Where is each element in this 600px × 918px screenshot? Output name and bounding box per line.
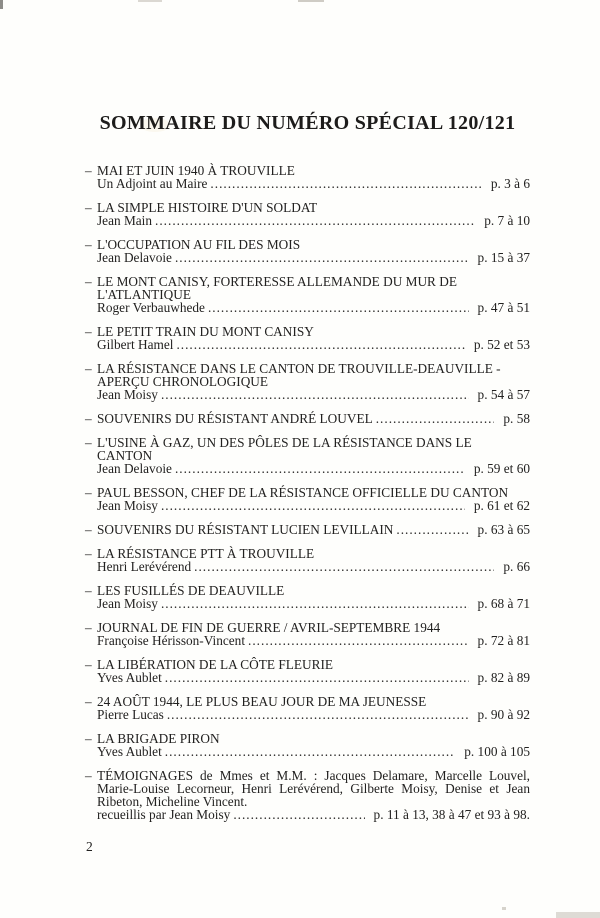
page-ref: p. 11 à 13, 38 à 47 et 93 à 98. bbox=[373, 807, 530, 822]
toc-entry-title: PAUL BESSON, CHEF DE LA RÉSISTANCE OFFICIELLE DU CANTON bbox=[97, 485, 509, 500]
toc-entry-author: Roger Verbauwhede bbox=[97, 300, 205, 315]
dash-bullet: – bbox=[85, 485, 92, 500]
toc-entry-author: Henri Lerévérend bbox=[97, 559, 192, 574]
toc-entry-author: Jean Delavoie bbox=[97, 250, 172, 265]
toc-entry-title: LA RÉSISTANCE PTT À TROUVILLE bbox=[97, 546, 315, 561]
toc-entry bbox=[85, 164, 530, 190]
toc-entry-author: recueillis par Jean Moisy bbox=[97, 807, 231, 822]
toc-entry bbox=[85, 695, 530, 721]
toc-entry-author: Un Adjoint au Maire bbox=[97, 176, 208, 191]
toc-entry bbox=[85, 584, 530, 610]
page-ref: p. 15 à 37 bbox=[477, 250, 530, 265]
toc-entry-title: LA BRIGADE PIRON bbox=[97, 731, 220, 746]
toc-entry-author-row bbox=[97, 214, 530, 227]
page-ref: p. 47 à 51 bbox=[477, 300, 530, 315]
page-ref: p. 54 à 57 bbox=[477, 387, 530, 402]
toc-entry-title: LA RÉSISTANCE DANS LE CANTON DE TROUVILLE-DEAUVILLE - APERÇU CHRONOLOGIQUE bbox=[97, 361, 501, 389]
dot-leader bbox=[248, 634, 469, 647]
scan-artifact bbox=[298, 0, 324, 2]
toc-entry-title-row bbox=[85, 435, 530, 463]
toc-entry-title-row bbox=[85, 768, 530, 809]
page-ref: p. 100 à 105 bbox=[464, 744, 530, 759]
toc-entry-author-row bbox=[97, 251, 530, 264]
toc-entry-title-row bbox=[85, 411, 530, 426]
toc-entry bbox=[85, 486, 530, 512]
scan-artifact bbox=[502, 907, 506, 910]
toc-entry bbox=[85, 547, 530, 573]
toc-entry-author-row bbox=[97, 499, 530, 512]
toc-entry-author-row bbox=[97, 301, 530, 314]
toc-entry bbox=[85, 769, 530, 821]
page-ref: p. 7 à 10 bbox=[484, 213, 530, 228]
toc-entry-title: SOUVENIRS DU RÉSISTANT ANDRÉ LOUVEL bbox=[97, 411, 373, 426]
dot-leader bbox=[165, 745, 455, 758]
toc-entry-title: 24 AOÛT 1944, LE PLUS BEAU JOUR DE MA JEUNESSE bbox=[97, 694, 427, 709]
dash-bullet: – bbox=[85, 768, 92, 783]
toc-list bbox=[85, 164, 530, 821]
dash-bullet: – bbox=[85, 620, 92, 635]
toc-entry-author: Françoise Hérisson-Vincent bbox=[97, 633, 246, 648]
toc-entry-author-row bbox=[97, 388, 530, 401]
toc-entry-title: LE MONT CANISY, FORTERESSE ALLEMANDE DU MUR DE L'ATLANTIQUE bbox=[97, 274, 457, 302]
toc-entry-title-row bbox=[85, 583, 530, 598]
toc-entry-author: Jean Moisy bbox=[97, 498, 158, 513]
dot-leader bbox=[155, 214, 475, 227]
page-ref: p. 59 et 60 bbox=[473, 461, 530, 476]
scan-artifact bbox=[138, 0, 162, 2]
scan-artifact bbox=[0, 0, 3, 9]
toc-entry-author-row bbox=[97, 808, 530, 821]
toc-entry-title: MAI ET JUIN 1940 À TROUVILLE bbox=[97, 163, 295, 178]
toc-entry-author: Yves Aublet bbox=[97, 744, 162, 759]
dot-leader bbox=[176, 338, 464, 351]
dash-bullet: – bbox=[85, 583, 92, 598]
dash-bullet: – bbox=[85, 435, 92, 450]
dash-bullet: – bbox=[85, 200, 92, 215]
toc-entry bbox=[85, 412, 530, 425]
dash-bullet: – bbox=[85, 546, 92, 561]
page-title: SOMMAIRE DU NUMÉRO SPÉCIAL 120/121 bbox=[99, 112, 516, 134]
toc-entry bbox=[85, 732, 530, 758]
toc-entry bbox=[85, 275, 530, 314]
toc-entry-author-row bbox=[97, 708, 530, 721]
dot-leader bbox=[167, 708, 469, 721]
toc-entry-title-row bbox=[85, 485, 530, 500]
toc-entry bbox=[85, 436, 530, 475]
page-ref: p. 82 à 89 bbox=[477, 670, 530, 685]
dot-leader bbox=[161, 388, 469, 401]
dot-leader bbox=[175, 462, 465, 475]
page-ref: p. 58 bbox=[503, 411, 530, 426]
dash-bullet: – bbox=[85, 522, 92, 537]
toc-entry-author-row bbox=[97, 671, 530, 684]
page-ref: p. 90 à 92 bbox=[477, 707, 530, 722]
toc-entry-title: SOUVENIRS DU RÉSISTANT LUCIEN LEVILLAIN bbox=[97, 522, 394, 537]
page-ref: p. 52 et 53 bbox=[473, 337, 530, 352]
dash-bullet: – bbox=[85, 361, 92, 376]
toc-entry-author-row bbox=[97, 745, 530, 758]
toc-entry-author-row bbox=[97, 597, 530, 610]
toc-entry-author: Jean Delavoie bbox=[97, 461, 172, 476]
toc-entry-title: L'OCCUPATION AU FIL DES MOIS bbox=[97, 237, 301, 252]
toc-entry-title: LE PETIT TRAIN DU MONT CANISY bbox=[97, 324, 314, 339]
dash-bullet: – bbox=[85, 731, 92, 746]
dash-bullet: – bbox=[85, 274, 92, 289]
toc-entry-author: Pierre Lucas bbox=[97, 707, 164, 722]
toc-content bbox=[85, 112, 530, 832]
page-ref: p. 3 à 6 bbox=[490, 176, 530, 191]
toc-entry-author: Jean Main bbox=[97, 213, 153, 228]
dot-leader bbox=[396, 523, 468, 536]
toc-entry-title: LA LIBÉRATION DE LA CÔTE FLEURIE bbox=[97, 657, 333, 672]
page-ref: p. 68 à 71 bbox=[477, 596, 530, 611]
page-ref: p. 72 à 81 bbox=[477, 633, 530, 648]
dot-leader bbox=[165, 671, 469, 684]
dash-bullet: – bbox=[85, 163, 92, 178]
toc-entry bbox=[85, 325, 530, 351]
toc-entry-title: TÉMOIGNAGES de Mmes et M.M. : Jacques Delamare, Marcelle Louvel, Marie-Louise Lecorneur, Henri Lerévérend, Gilberte Moisy, Denise et Jean Ribeton, Micheline Vincent. bbox=[97, 768, 530, 809]
toc-entry-author: Yves Aublet bbox=[97, 670, 162, 685]
dash-bullet: – bbox=[85, 694, 92, 709]
toc-entry-author: Jean Moisy bbox=[97, 596, 158, 611]
toc-entry-title-row bbox=[85, 274, 530, 302]
toc-entry-author-row bbox=[97, 634, 530, 647]
toc-entry-title: JOURNAL DE FIN DE GUERRE / AVRIL-SEPTEMBRE 1944 bbox=[97, 620, 441, 635]
dot-leader bbox=[161, 597, 469, 610]
toc-entry-author-row bbox=[97, 177, 530, 190]
toc-entry-title-row bbox=[85, 522, 530, 537]
dash-bullet: – bbox=[85, 237, 92, 252]
toc-entry-author: Jean Moisy bbox=[97, 387, 158, 402]
dot-leader bbox=[161, 499, 465, 512]
toc-entry-author-row bbox=[97, 462, 530, 475]
toc-entry-author-row bbox=[97, 560, 530, 573]
dot-leader bbox=[376, 412, 495, 425]
toc-entry-title: LA SIMPLE HISTOIRE D'UN SOLDAT bbox=[97, 200, 318, 215]
toc-entry bbox=[85, 238, 530, 264]
toc-entry-title: LES FUSILLÉS DE DEAUVILLE bbox=[97, 583, 285, 598]
dash-bullet: – bbox=[85, 657, 92, 672]
toc-entry bbox=[85, 362, 530, 401]
dot-leader bbox=[194, 560, 494, 573]
page-ref: p. 63 à 65 bbox=[477, 522, 530, 537]
dot-leader bbox=[175, 251, 469, 264]
toc-entry bbox=[85, 201, 530, 227]
scan-artifact bbox=[556, 912, 600, 918]
toc-entry bbox=[85, 523, 530, 536]
toc-entry-title: L'USINE À GAZ, UN DES PÔLES DE LA RÉSISTANCE DANS LE CANTON bbox=[97, 435, 472, 463]
toc-entry-author-row bbox=[97, 338, 530, 351]
dot-leader bbox=[233, 808, 364, 821]
page-number: 2 bbox=[86, 839, 93, 854]
toc-entry-author: Gilbert Hamel bbox=[97, 337, 174, 352]
toc-entry-title-row bbox=[85, 200, 530, 215]
page-ref: p. 66 bbox=[503, 559, 530, 574]
toc-entry-title-row bbox=[85, 361, 530, 389]
dot-leader bbox=[210, 177, 481, 190]
page-ref: p. 61 et 62 bbox=[473, 498, 530, 513]
dot-leader bbox=[208, 301, 469, 314]
dash-bullet: – bbox=[85, 324, 92, 339]
toc-entry bbox=[85, 621, 530, 647]
dash-bullet: – bbox=[85, 411, 92, 426]
toc-entry bbox=[85, 658, 530, 684]
